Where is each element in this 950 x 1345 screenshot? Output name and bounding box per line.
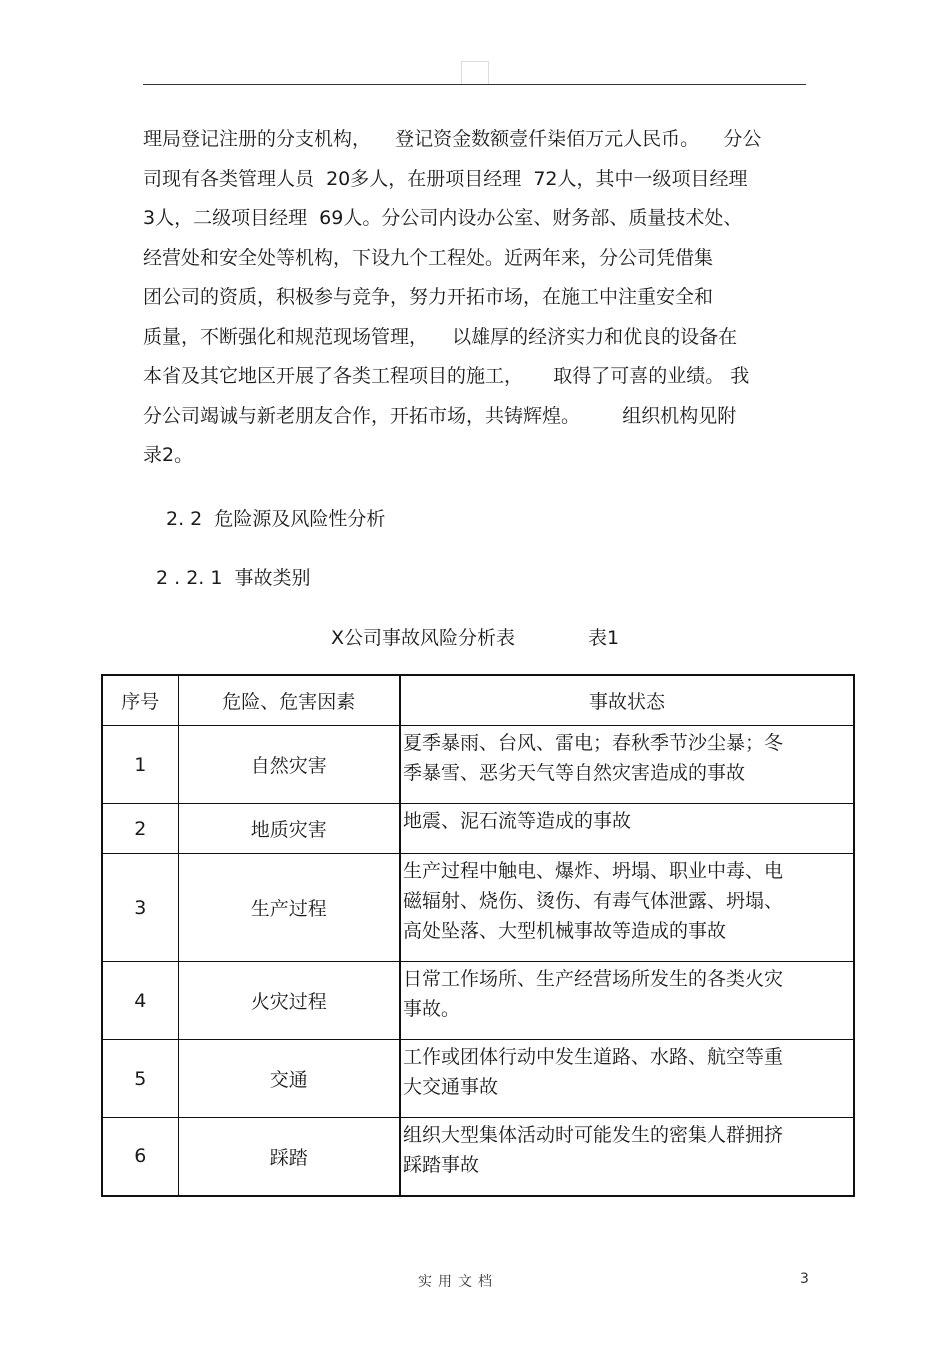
status-line: 地震、泥石流等造成的事故 xyxy=(403,810,632,832)
row-status xyxy=(400,1040,854,1118)
paragraph-line: 经营处和安全处等机构，下设九个工程处。近两年来，分公司凭借集 xyxy=(143,246,714,269)
header-mark xyxy=(461,61,489,84)
status-line: 磁辐射、烧伤、烫伤、有毒气体泄露、坍塌、 xyxy=(403,890,784,912)
row-index: 1 xyxy=(102,726,178,804)
row-factor: 地质灾害 xyxy=(178,804,400,854)
table-row xyxy=(102,1118,854,1196)
row-status xyxy=(400,1118,854,1196)
status-line: 生产过程中触电、爆炸、坍塌、职业中毒、电 xyxy=(403,860,784,882)
table-row xyxy=(102,1040,854,1118)
status-line: 事故。 xyxy=(403,998,461,1020)
row-status xyxy=(400,726,854,804)
row-index: 6 xyxy=(102,1118,178,1196)
paragraph-line: 团公司的资质，积极参与竞争，努力开拓市场，在施工中注重安全和 xyxy=(143,286,714,308)
row-factor: 生产过程 xyxy=(178,854,400,962)
table-number: 表1 xyxy=(588,627,620,649)
row-index: 4 xyxy=(102,962,178,1040)
table-header-row xyxy=(102,675,854,726)
status-line: 季暴雪、恶劣天气等自然灾害造成的事故 xyxy=(403,762,746,784)
subsection-heading: 2 . 2. 1 事故类别 xyxy=(156,567,311,589)
table-title: X公司事故风险分析表 xyxy=(331,627,516,649)
header-factor: 危险、危害因素 xyxy=(178,675,400,726)
status-line: 组织大型集体活动时可能发生的密集人群拥挤 xyxy=(403,1124,784,1146)
table-row xyxy=(102,804,854,854)
status-line: 高处坠落、大型机械事故等造成的事故 xyxy=(403,920,727,942)
paragraph-line: 分公司竭诚与新老朋友合作，开拓市场，共铸辉煌。 组织机构见附 xyxy=(143,404,737,427)
body-paragraph xyxy=(143,120,823,476)
status-line: 工作或团体行动中发生道路、水路、航空等重 xyxy=(403,1046,784,1068)
row-status xyxy=(400,854,854,962)
paragraph-line: 司现有各类管理人员 20多人，在册项目经理 72人，其中一级项目经理 xyxy=(143,167,748,190)
footer-label: 实用文档 xyxy=(418,1274,498,1290)
status-line: 大交通事故 xyxy=(403,1076,499,1098)
header-status: 事故状态 xyxy=(400,675,854,726)
row-factor: 自然灾害 xyxy=(178,726,400,804)
table-row xyxy=(102,962,854,1040)
risk-table xyxy=(101,674,855,1197)
paragraph-line: 3人，二级项目经理 69人。分公司内设办公室、财务部、质量技术处、 xyxy=(143,207,743,229)
paragraph-line: 录2。 xyxy=(143,444,194,466)
section-heading: 2. 2 危险源及风险性分析 xyxy=(166,508,386,530)
row-status xyxy=(400,804,854,854)
row-index: 2 xyxy=(102,804,178,854)
row-factor: 交通 xyxy=(178,1040,400,1118)
row-index: 5 xyxy=(102,1040,178,1118)
row-factor: 火灾过程 xyxy=(178,962,400,1040)
row-factor: 踩踏 xyxy=(178,1118,400,1196)
row-status xyxy=(400,962,854,1040)
table-row xyxy=(102,726,854,804)
status-line: 踩踏事故 xyxy=(403,1154,480,1176)
header-rule xyxy=(143,84,806,85)
header-index: 序号 xyxy=(102,675,178,726)
table-row xyxy=(102,854,854,962)
page-number: 3 xyxy=(800,1271,809,1287)
paragraph-line: 本省及其它地区开展了各类工程项目的施工， 取得了可喜的业绩。 我 xyxy=(143,365,750,387)
table-caption xyxy=(0,624,950,652)
status-line: 日常工作场所、生产经营场所发生的各类火灾 xyxy=(403,968,784,990)
paragraph-line: 理局登记注册的分支机构， 登记资金数额壹仟柒佰万元人民币。 分公 xyxy=(143,128,762,150)
row-index: 3 xyxy=(102,854,178,962)
paragraph-line: 质量，不断强化和规范现场管理， 以雄厚的经济实力和优良的设备在 xyxy=(143,325,738,348)
status-line: 夏季暴雨、台风、雷电；春秋季节沙尘暴；冬 xyxy=(403,732,784,754)
